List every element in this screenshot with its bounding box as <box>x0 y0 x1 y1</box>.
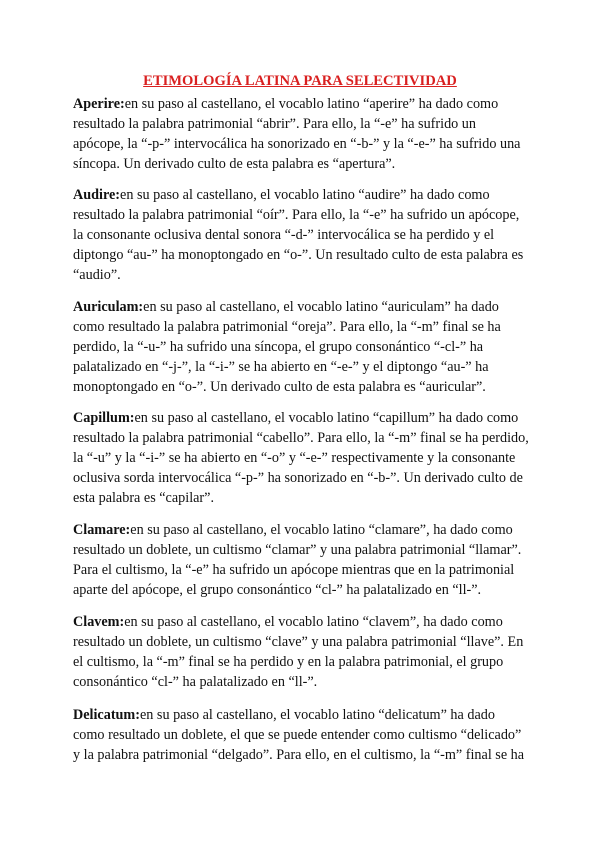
entry-clamare <box>73 520 529 600</box>
entry-term: Aperire: <box>73 96 125 112</box>
entry-text: en su paso al castellano, el vocablo latino “aperire” ha dado como resultado la palabra patrimonial “abrir”. Para ello, la “-e” ha sufrido un apócope, la “-p-” intervocálica ha sonorizado en “-b-” y la “-e-” ha sufrido una síncopa. Un derivado culto de esta palabra es “apertura”. <box>73 96 521 172</box>
entry-aperire <box>73 94 529 174</box>
entry-auriculam <box>73 297 529 397</box>
entry-term: Auriculam: <box>73 299 144 315</box>
page-title: ETIMOLOGÍA LATINA PARA SELECTIVIDAD <box>143 73 457 89</box>
entry-text: en su paso al castellano, el vocablo latino “clavem”, ha dado como resultado un doblete, un cultismo “clave” y una palabra patrimonial “llave”. En el cultismo, la “-m” final se ha perdido y en la palabra patrimonial, el grupo consonántico “cl-” ha palatalizado en “ll-”. <box>73 614 524 690</box>
entry-text: en su paso al castellano, el vocablo latino “capillum” ha dado como resultado la palabra patrimonial “cabello”. Para ello, la “-m” final se ha perdido, la “-u” y la “-i-” se ha abierto en “-o” y “-e-” respectivamente y la consonante oclusiva sorda intervocálica “-p-” ha sonorizado en “-b-”. Un derivado culto de esta palabra es “capilar”. <box>73 410 529 506</box>
entry-term: Clavem: <box>73 614 125 630</box>
entry-text: en su paso al castellano, el vocablo latino “auriculam” ha dado como resultado la palabra patrimonial “oreja”. Para ello, la “-m” final se ha perdido, la “-u-” ha sufrido una síncopa, el grupo consonántico “-cl-” ha palatalizado en “-j-”, la “-i-” se ha abierto en “-e-” y el diptongo “au-” ha monoptongado en “o-”. Un derivado culto de esta palabra es “auricular”. <box>73 299 501 395</box>
entry-capillum <box>73 408 529 508</box>
entry-term: Clamare: <box>73 522 131 538</box>
entry-text: en su paso al castellano, el vocablo latino “audire” ha dado como resultado la palabra patrimonial “oír”. Para ello, la “-e” ha sufrido un apócope, la consonante oclusiva dental sonora “-d-” intervocálica se ha perdido y el diptongo “au-” ha monoptongado en “o-”. Un resultado culto de esta palabra es “audio”. <box>73 187 524 283</box>
entry-audire <box>73 185 529 285</box>
entry-term: Delicatum: <box>73 707 140 723</box>
entry-term: Capillum: <box>73 410 135 426</box>
entry-term: Audire: <box>73 187 121 203</box>
entry-clavem <box>73 612 529 692</box>
entry-text: en su paso al castellano, el vocablo latino “clamare”, ha dado como resultado un doblete, un cultismo “clamar” y una palabra patrimonial “llamar”. Para el cultismo, la “-e” ha sufrido un apócope mientras que en la patrimonial aparte del apócope, el grupo consonántico “cl-” ha palatalizado en “ll-”. <box>73 522 522 598</box>
entry-text: en su paso al castellano, el vocablo latino “delicatum” ha dado como resultado un doblete, el que se puede entender como cultismo “delicado” y la palabra patrimonial “delgado”. Para ello, en el cultismo, la “-m” final se ha <box>73 707 525 763</box>
entry-delicatum <box>73 705 529 765</box>
